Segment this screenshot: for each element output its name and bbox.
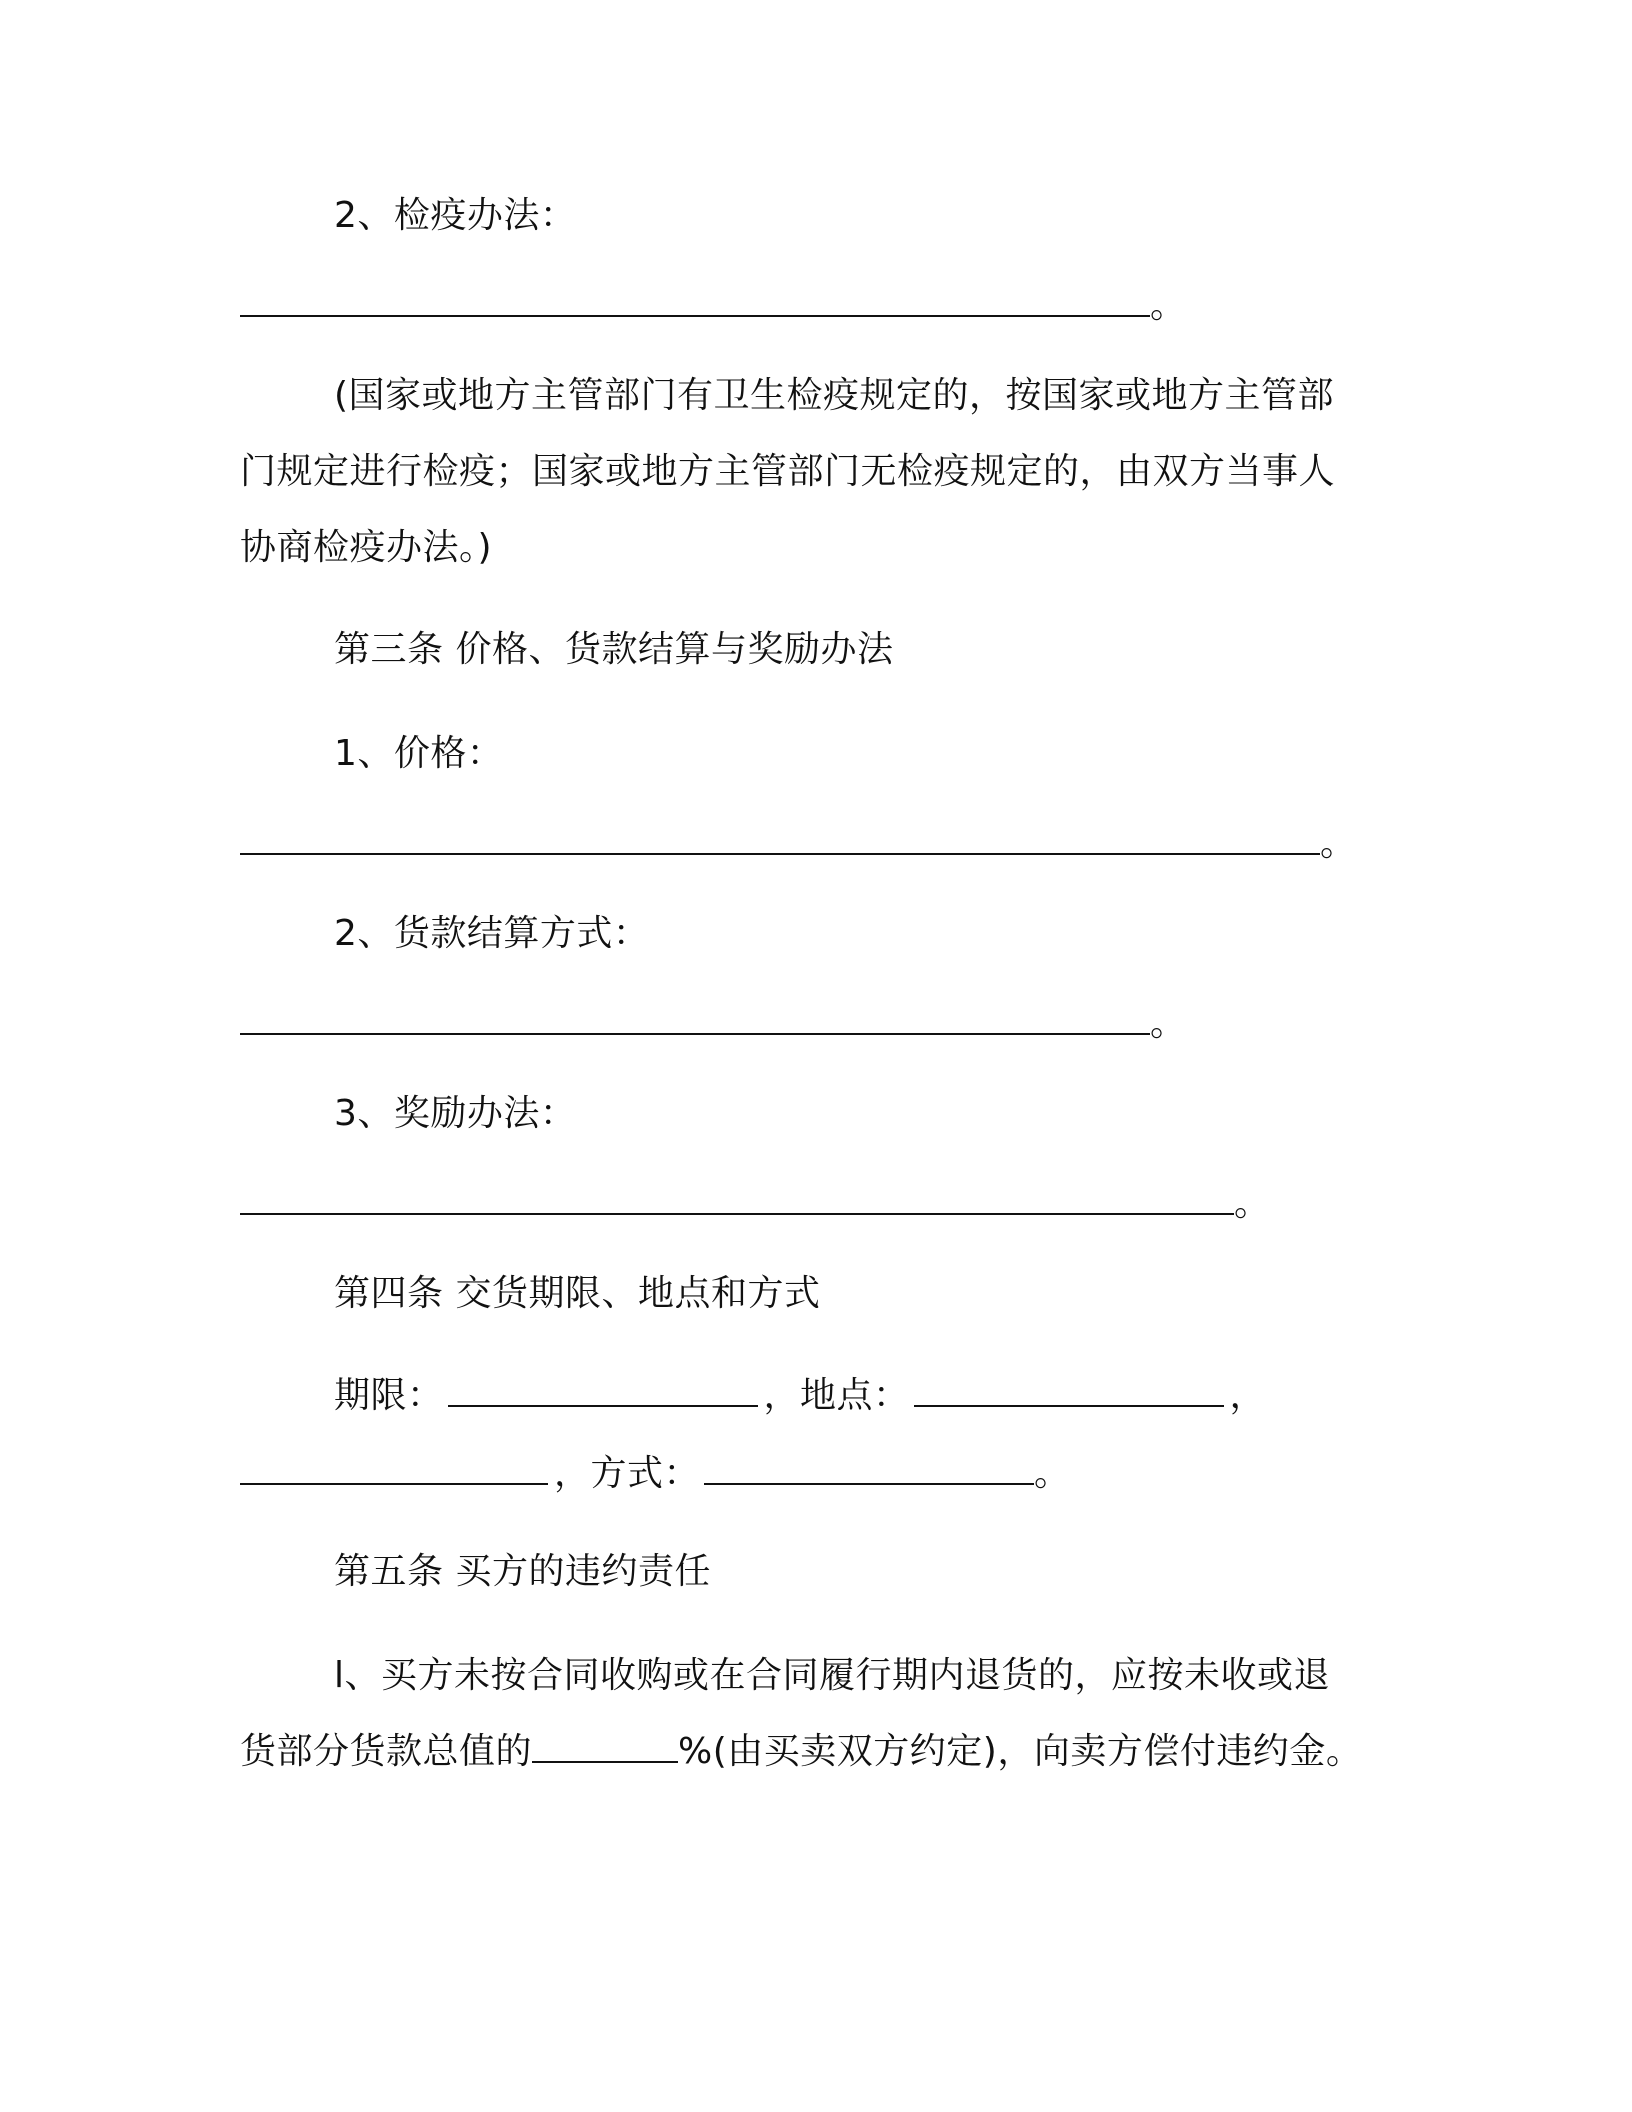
item2-settlement-label: 2、货款结算方式： (334, 913, 650, 954)
place-blank[interactable] (914, 1375, 1224, 1407)
period-mark: 。 (1150, 285, 1187, 326)
item1-price-label: 1、价格： (334, 733, 504, 774)
fill-in-blank[interactable] (240, 285, 1150, 317)
deadline-place-line (334, 1372, 1266, 1420)
clause1-line-2-part-2: %(由买卖双方约定)，向卖方偿付违约金。 (678, 1731, 1363, 1772)
comma-mark: ， (554, 1453, 591, 1494)
clause1-line-2 (240, 1728, 1362, 1776)
period-mark: 。 (1320, 823, 1357, 864)
note-line-1: (国家或地方主管部门有卫生检疫规定的，按国家或地方主管部 (334, 375, 1335, 416)
period-mark: 。 (1234, 1183, 1271, 1224)
article3-heading: 第三条 价格、货款结算与奖励办法 (334, 629, 894, 670)
note-line-2: 门规定进行检疫；国家或地方主管部门无检疫规定的，由双方当事人 (240, 451, 1336, 492)
deadline-label: 期限： (334, 1375, 444, 1416)
article5-heading: 第五条 买方的违约责任 (334, 1551, 711, 1592)
comma-mark: ， (1229, 1375, 1267, 1416)
period-mark: 。 (1150, 1003, 1187, 1044)
note-line-3: 协商检疫办法。) (240, 527, 493, 568)
deadline-blank[interactable] (448, 1375, 758, 1407)
settlement-blank-line (240, 1000, 1187, 1048)
item3-reward-label: 3、奖励办法： (334, 1093, 577, 1134)
reward-blank-line (240, 1180, 1271, 1228)
method-line (240, 1450, 1071, 1498)
item2-quarantine-label: 2、检疫办法： (334, 195, 577, 236)
percentage-blank[interactable] (532, 1731, 678, 1763)
article4-heading: 第四条 交货期限、地点和方式 (334, 1273, 821, 1314)
period-mark: 。 (1034, 1453, 1071, 1494)
fill-in-blank[interactable] (240, 823, 1320, 855)
method-blank[interactable] (704, 1453, 1034, 1485)
place-label: 地点： (800, 1375, 910, 1416)
comma-mark: ， (763, 1375, 801, 1416)
fill-in-blank[interactable] (240, 1453, 548, 1485)
method-label: 方式： (590, 1453, 701, 1494)
fill-in-blank[interactable] (240, 1003, 1150, 1035)
price-blank-line (240, 820, 1357, 868)
fill-in-blank[interactable] (240, 1183, 1234, 1215)
quarantine-blank-line (240, 282, 1187, 330)
clause1-line-2-part-1: 货部分货款总值的 (240, 1731, 533, 1772)
clause1-line-1: l、买方未按合同收购或在合同履行期内退货的，应按未收或退 (334, 1655, 1331, 1696)
